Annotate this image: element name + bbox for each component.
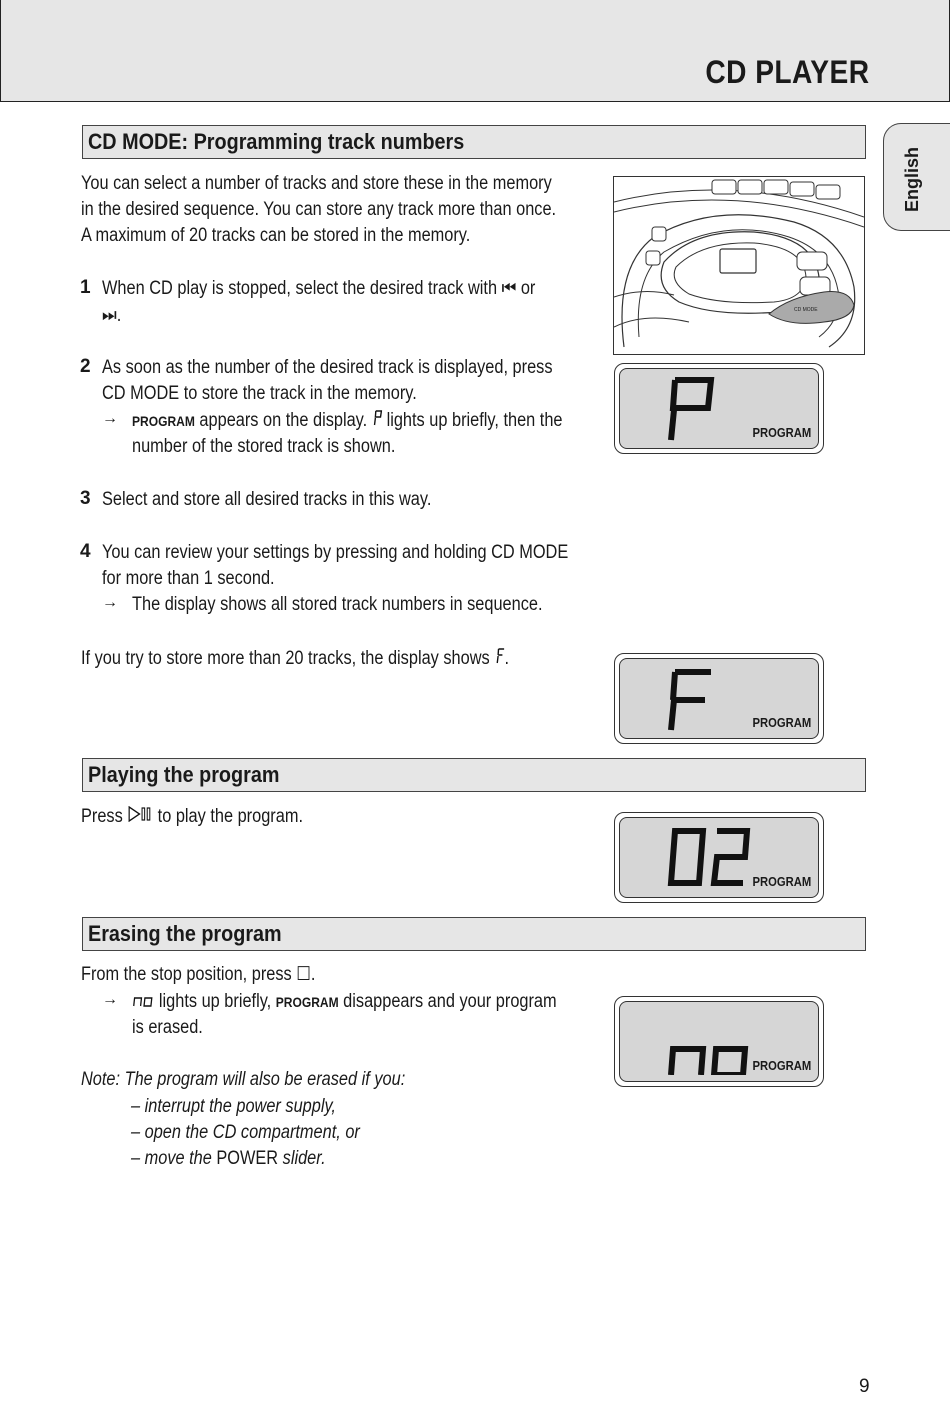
playing-text xyxy=(81,804,303,830)
section-title-erasing xyxy=(82,917,866,951)
lcd-program-label: PROGRAM xyxy=(752,716,811,730)
step3-line-1: Select and store all desired tracks in this way. xyxy=(102,489,432,510)
step2-result-text-b: lights up briefly, then the xyxy=(382,410,563,431)
intro-line-1: You can select a number of tracks and store these in the memory xyxy=(81,173,552,194)
step2-result-text-a: appears on the display. xyxy=(194,410,372,431)
step2-line-1: As soon as the number of the desired track is displayed, press xyxy=(102,357,553,378)
note-bullet-2: – open the CD compartment, or xyxy=(131,1122,360,1143)
step1-line-1: When CD play is stopped, select the desired track with ⏮ or xyxy=(102,278,536,299)
lcd-glyph-f xyxy=(661,662,741,732)
lcd-display-f xyxy=(614,653,824,744)
lcd-program-label: PROGRAM xyxy=(752,426,811,440)
overflow-text-a: If you try to store more than 20 tracks, the display shows xyxy=(81,648,495,669)
language-tab xyxy=(883,123,950,231)
step2-result-line-1 xyxy=(132,408,562,434)
program-word: PROGRAM xyxy=(275,994,339,1010)
p-glyph-icon xyxy=(372,409,382,426)
language-label: English xyxy=(902,146,922,212)
lcd-display-p xyxy=(614,363,824,454)
cd-mode-button-label: CD MODE xyxy=(794,307,818,313)
note-bullet-3 xyxy=(131,1146,326,1172)
section-title-text: Erasing the program xyxy=(88,921,282,946)
erasing-line-1: From the stop position, press ☐. xyxy=(81,964,316,985)
intro-line-2: in the desired sequence. You can store any track more than once. xyxy=(81,199,557,220)
lcd-glyph-p xyxy=(661,372,741,442)
step-number-2: 2 xyxy=(80,356,91,377)
program-word: PROGRAM xyxy=(132,413,195,429)
playing-text-a: Press xyxy=(81,806,128,827)
note-bullet-3-a: – move the xyxy=(131,1148,217,1169)
note-heading: Note: The program will also be erased if you: xyxy=(81,1069,406,1090)
overflow-note xyxy=(81,646,509,672)
step-number-1: 1 xyxy=(80,277,91,298)
step4-line-2: for more than 1 second. xyxy=(102,568,275,589)
step2-result-line-2: number of the stored track is shown. xyxy=(132,436,396,457)
erasing-result-line-2: is erased. xyxy=(132,1017,203,1038)
erasing-result-text-b: lights up briefly, xyxy=(154,991,276,1012)
lcd-display-no xyxy=(614,996,824,1087)
lcd-program-label: PROGRAM xyxy=(752,1059,811,1073)
f-glyph-icon xyxy=(494,647,504,664)
no-glyph-icon xyxy=(132,993,154,1007)
cd-player-drawing xyxy=(614,177,864,354)
lcd-glyph-02 xyxy=(661,821,761,891)
result-arrow-erase: → xyxy=(102,991,118,1008)
erasing-result-text-c: disappears and your program xyxy=(338,991,557,1012)
step4-result: The display shows all stored track numbers in sequence. xyxy=(132,594,543,615)
playing-text-b: to play the program. xyxy=(153,806,303,827)
lcd-glyph-no xyxy=(661,1005,761,1075)
intro-line-3: A maximum of 20 tracks can be stored in the memory. xyxy=(81,225,471,246)
result-arrow-4: → xyxy=(102,594,118,611)
note-bullet-1: – interrupt the power supply, xyxy=(131,1096,336,1117)
note-bullet-3-c: slider. xyxy=(278,1148,326,1169)
cd-player-illustration xyxy=(613,176,865,355)
section-title-text: Playing the program xyxy=(88,762,280,787)
section-title-playing xyxy=(82,758,866,792)
section-title-text: CD MODE: Programming track numbers xyxy=(88,129,465,154)
page-number: 9 xyxy=(859,1376,870,1397)
erasing-result-line-1 xyxy=(132,989,557,1015)
overflow-text-b: . xyxy=(504,648,510,669)
lcd-program-label: PROGRAM xyxy=(752,875,811,889)
step-number-4: 4 xyxy=(80,541,91,562)
result-arrow-2: → xyxy=(102,410,118,427)
header-title: CD PLAYER xyxy=(704,54,869,90)
step1-line-2: ⏭. xyxy=(102,305,122,326)
note-bullet-3-power: POWER xyxy=(216,1148,279,1169)
step-number-3: 3 xyxy=(80,488,91,509)
step4-line-1: You can review your settings by pressing and holding CD MODE xyxy=(102,542,569,563)
section-title-programming xyxy=(82,125,866,159)
step2-line-2: CD MODE to store the track in the memory. xyxy=(102,383,417,404)
play-pause-icon xyxy=(127,806,153,822)
lcd-display-02 xyxy=(614,812,824,903)
page-header xyxy=(0,0,950,102)
